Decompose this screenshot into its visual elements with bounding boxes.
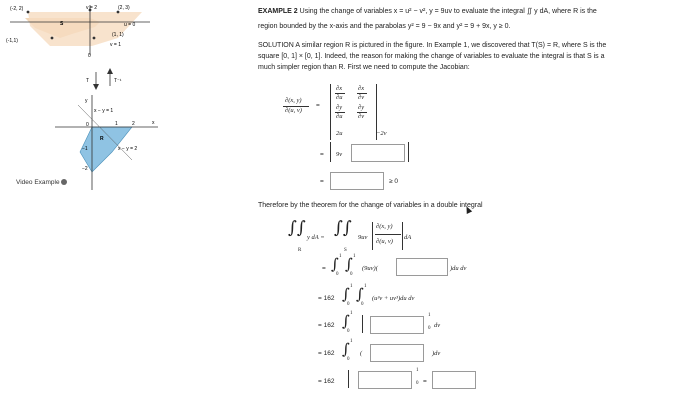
step4-end: dv: [434, 322, 441, 329]
det-f: ∂u: [336, 113, 343, 120]
abs-left: [372, 222, 373, 250]
det2-right-bar: [408, 142, 409, 162]
fig3-tick-neg2: −2: [82, 166, 88, 172]
step6-answer-box-1[interactable]: [358, 371, 412, 389]
jacobian-lhs-bot: ∂(u, v): [285, 107, 302, 114]
step5-open: (: [360, 350, 363, 357]
fig1-origin: 0: [88, 53, 91, 59]
jacobian-eq2: =: [320, 151, 324, 158]
det-e: ∂y: [336, 104, 343, 111]
step2-eq: =: [322, 265, 326, 272]
fig3-origin: 0: [86, 122, 89, 128]
step3-eq: = 162: [318, 295, 335, 302]
det2-left-bar: [330, 142, 331, 162]
step1-S: S: [344, 248, 347, 253]
step2-answer-box[interactable]: [396, 258, 448, 276]
det-b: ∂u: [336, 94, 343, 101]
example-line1: Using the change of variables x = u² − v², y = 9uv to evaluate the integral ∬: [299, 8, 533, 15]
step6-eq: = 162: [318, 378, 335, 385]
double-integral-S: ∫∫: [334, 218, 352, 238]
step2-9uv: (9uv)(: [362, 265, 378, 272]
det-h: ∂v: [358, 113, 365, 120]
step5-answer-box[interactable]: [370, 344, 424, 362]
step3-body: (u³v + uv³)du dv: [372, 295, 415, 302]
fig1-label-S: S: [60, 21, 64, 27]
step1-ydA: y dA =: [307, 234, 325, 241]
det-d: ∂v: [358, 94, 365, 101]
region-figures: [0, 0, 160, 230]
jacobian-eq: =: [316, 102, 320, 109]
example-title: EXAMPLE 2: [258, 8, 298, 15]
det-c: ∂x: [358, 85, 365, 92]
video-example-label: Video Example: [16, 179, 60, 186]
solution-para: [258, 41, 698, 51]
step1-9uv: 9uv: [358, 234, 368, 241]
step2-int2: ∫: [345, 255, 353, 273]
example-header: [258, 7, 698, 17]
det-a: ∂x: [336, 85, 343, 92]
step6-answer-box-2[interactable]: [432, 371, 476, 389]
step1-dA: dA: [404, 234, 412, 241]
fig3-y-axis-label: y: [85, 98, 88, 104]
fig1-label-v1: v = 1: [110, 42, 121, 48]
step5-eq: = 162: [318, 350, 335, 357]
step1-jac-bar: [375, 234, 401, 235]
jacobian-lhs-top: ∂(x, y): [285, 97, 302, 104]
step5-end: )dv: [432, 350, 441, 357]
det-row2-a: 9v: [336, 151, 343, 158]
fig1-pt-neg2-2: (-2, 2): [10, 6, 24, 12]
det-left-bar: [330, 84, 331, 140]
therefore-text: Therefore by the theorem for the change of variables in a double integral: [258, 202, 483, 209]
svg-text:T: T: [86, 78, 90, 84]
fig3-label-xy1: x − y = 1: [94, 108, 114, 114]
jacobian-eq3: =: [320, 178, 324, 185]
solution-label: SOLUTION: [258, 42, 294, 49]
step4-answer-box[interactable]: [370, 316, 424, 334]
solution-line2: square [0, 1] × [0, 1]. Indeed, the reason for making the change of variables to evaluate the integral is that S is a: [258, 53, 605, 60]
fig3-label-xy2: x − y = 2: [118, 146, 138, 152]
fig3-tick-1: 1: [115, 121, 118, 127]
step1-jac-top: ∂(x, y): [376, 223, 393, 230]
fig3-label-R: R: [100, 136, 104, 142]
svg-text:T⁻¹: T⁻¹: [114, 78, 122, 84]
jacobian-ge-zero: ≥ 0: [389, 178, 398, 185]
video-example-link[interactable]: [16, 178, 67, 188]
det-row1-a: 2u: [336, 130, 343, 137]
example-line2: region bounded by the x-axis and the parabolas y² = 9 − 9x and y² = 9 + 9x, y ≥ 0.: [258, 23, 511, 30]
figure-panel: [0, 0, 160, 400]
step2-int1: ∫: [331, 255, 339, 273]
step1-jac-bot: ∂(u, v): [376, 238, 393, 245]
fig1-label-v2: v = 2: [86, 5, 97, 11]
play-icon: [61, 179, 67, 185]
jacobian-answer-box-1[interactable]: [351, 144, 405, 162]
fig3-tick-2: 2: [132, 121, 135, 127]
fig1-pt-2-3: (2, 3): [118, 5, 130, 11]
step6-eq2: =: [423, 378, 427, 385]
abs-right: [402, 222, 403, 250]
det-row1-b: −2v: [376, 130, 387, 137]
step1-R: R: [298, 248, 302, 253]
fig3-x-axis-label: x: [152, 120, 155, 126]
det-g: ∂y: [358, 104, 365, 111]
example-line1b: y dA, where R is the: [534, 8, 597, 15]
step4-eq: = 162: [318, 322, 335, 329]
jacobian-answer-box-2[interactable]: [330, 172, 384, 190]
step2-end: )du dv: [450, 265, 467, 272]
fig1-label-u0: u = 0: [124, 22, 136, 28]
solution-line3: much simpler region than R. First we need to compute the Jacobian:: [258, 64, 470, 71]
fig3-tick-neg1: −1: [82, 146, 88, 152]
fig1-pt-neg1-1: (-1,1): [6, 38, 18, 44]
solution-line1: A similar region R is pictured in the figure. In Example 1, we discovered that T(S) = R, where S is the: [295, 42, 607, 49]
fig1-pt-1-1: (1, 1): [112, 32, 124, 38]
double-integral-R: ∫∫: [288, 218, 306, 238]
